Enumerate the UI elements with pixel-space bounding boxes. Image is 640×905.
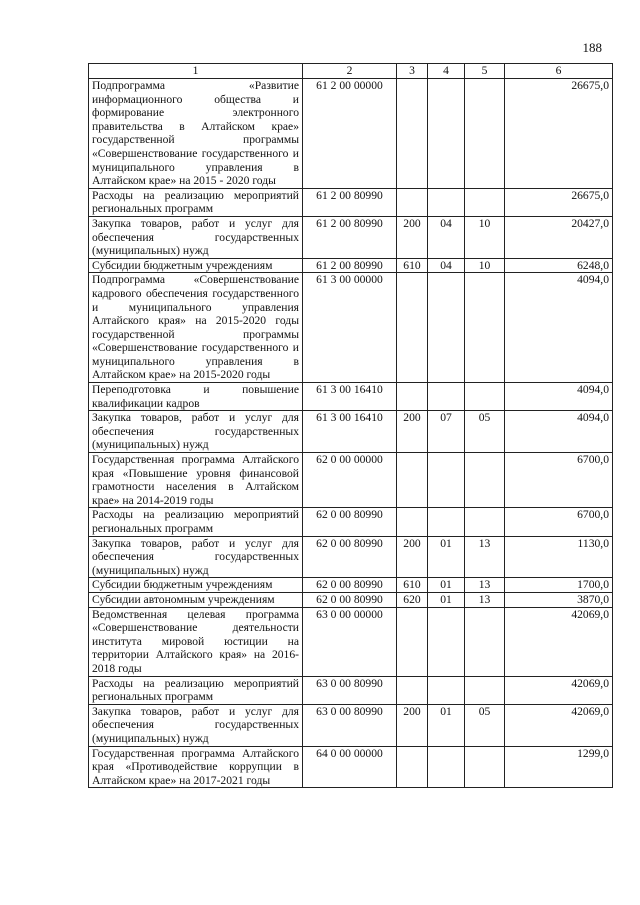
expense-type-code: 610 <box>397 578 428 593</box>
column-header: 1 <box>89 64 303 79</box>
expense-type-code <box>397 676 428 704</box>
classification-code: 61 2 00 80990 <box>303 216 397 258</box>
subsection-code <box>465 188 505 216</box>
classification-code: 64 0 00 00000 <box>303 746 397 788</box>
expense-type-code <box>397 188 428 216</box>
page-number: 188 <box>582 40 602 55</box>
subsection-code: 13 <box>465 578 505 593</box>
subsection-code: 05 <box>465 704 505 746</box>
amount-value: 26675,0 <box>505 79 613 189</box>
subsection-code: 13 <box>465 536 505 578</box>
item-name: Подпрограмма «Развитие информационного общества и формирование электронного правительства в Алтайском крае» государственной программы «Совершенствование государственного и муниципального управления в Алтайском крае» на 2015 - 2020 годы <box>89 79 303 189</box>
item-name: Субсидии автономным учреждениям <box>89 592 303 607</box>
expense-type-code <box>397 79 428 189</box>
item-name: Субсидии бюджетным учреждениям <box>89 578 303 593</box>
item-name: Переподготовка и повышение квалификации кадров <box>89 383 303 411</box>
expense-type-code: 200 <box>397 704 428 746</box>
item-name: Расходы на реализацию мероприятий региональных программ <box>89 508 303 536</box>
item-name: Ведомственная целевая программа «Совершенствование деятельности института мировой юстиции на территории Алтайского края» на 2016-2018 годы <box>89 607 303 676</box>
section-code <box>428 607 465 676</box>
classification-code: 63 0 00 00000 <box>303 607 397 676</box>
section-code <box>428 383 465 411</box>
amount-value: 6700,0 <box>505 508 613 536</box>
item-name: Государственная программа Алтайского края «Повышение уровня финансовой грамотности населения в Алтайском крае» на 2014-2019 годы <box>89 453 303 508</box>
expense-type-code: 200 <box>397 216 428 258</box>
table-row <box>89 578 613 593</box>
section-code <box>428 453 465 508</box>
amount-value: 42069,0 <box>505 607 613 676</box>
item-name: Субсидии бюджетным учреждениям <box>89 258 303 273</box>
table-row <box>89 592 613 607</box>
amount-value: 1130,0 <box>505 536 613 578</box>
item-name: Расходы на реализацию мероприятий региональных программ <box>89 188 303 216</box>
amount-value: 26675,0 <box>505 188 613 216</box>
table-row <box>89 704 613 746</box>
subsection-code <box>465 453 505 508</box>
subsection-code: 10 <box>465 258 505 273</box>
table-row <box>89 536 613 578</box>
section-code <box>428 188 465 216</box>
subsection-code <box>465 746 505 788</box>
table-row <box>89 383 613 411</box>
section-code: 04 <box>428 216 465 258</box>
section-code: 01 <box>428 704 465 746</box>
amount-value: 4094,0 <box>505 383 613 411</box>
amount-value: 42069,0 <box>505 704 613 746</box>
header-row <box>89 64 613 79</box>
subsection-code <box>465 383 505 411</box>
classification-code: 61 3 00 00000 <box>303 273 397 383</box>
section-code <box>428 273 465 383</box>
amount-value: 1299,0 <box>505 746 613 788</box>
expense-type-code <box>397 273 428 383</box>
column-header: 3 <box>397 64 428 79</box>
section-code <box>428 508 465 536</box>
classification-code: 62 0 00 80990 <box>303 536 397 578</box>
expense-type-code <box>397 746 428 788</box>
subsection-code: 13 <box>465 592 505 607</box>
subsection-code: 10 <box>465 216 505 258</box>
table-row <box>89 508 613 536</box>
amount-value: 4094,0 <box>505 411 613 453</box>
classification-code: 62 0 00 80990 <box>303 592 397 607</box>
section-code <box>428 746 465 788</box>
expense-type-code <box>397 453 428 508</box>
expense-type-code: 610 <box>397 258 428 273</box>
subsection-code <box>465 508 505 536</box>
section-code <box>428 79 465 189</box>
table-row <box>89 216 613 258</box>
table-body <box>89 79 613 788</box>
classification-code: 61 2 00 00000 <box>303 79 397 189</box>
amount-value: 42069,0 <box>505 676 613 704</box>
item-name: Закупка товаров, работ и услуг для обеспечения государственных (муниципальных) нужд <box>89 411 303 453</box>
expense-type-code: 200 <box>397 536 428 578</box>
classification-code: 61 2 00 80990 <box>303 188 397 216</box>
table-row <box>89 676 613 704</box>
classification-code: 62 0 00 80990 <box>303 578 397 593</box>
classification-code: 63 0 00 80990 <box>303 704 397 746</box>
section-code: 01 <box>428 536 465 578</box>
subsection-code <box>465 273 505 383</box>
table-row <box>89 411 613 453</box>
classification-code: 61 3 00 16410 <box>303 383 397 411</box>
table-row <box>89 273 613 383</box>
subsection-code: 05 <box>465 411 505 453</box>
classification-code: 61 3 00 16410 <box>303 411 397 453</box>
amount-value: 1700,0 <box>505 578 613 593</box>
classification-code: 61 2 00 80990 <box>303 258 397 273</box>
item-name: Расходы на реализацию мероприятий региональных программ <box>89 676 303 704</box>
amount-value: 3870,0 <box>505 592 613 607</box>
amount-value: 6700,0 <box>505 453 613 508</box>
amount-value: 6248,0 <box>505 258 613 273</box>
classification-code: 62 0 00 80990 <box>303 508 397 536</box>
section-code: 07 <box>428 411 465 453</box>
column-header: 5 <box>465 64 505 79</box>
table-row <box>89 188 613 216</box>
classification-code: 62 0 00 00000 <box>303 453 397 508</box>
subsection-code <box>465 676 505 704</box>
table-row <box>89 453 613 508</box>
item-name: Закупка товаров, работ и услуг для обеспечения государственных (муниципальных) нужд <box>89 536 303 578</box>
expense-type-code <box>397 508 428 536</box>
item-name: Подпрограмма «Совершенствование кадрового обеспечения государственного и муниципального управления Алтайского края» на 2015-2020 годы государственной программы «Совершенствование государственного и муниципального управления в Алтайском крае» на 2015-2020 годы <box>89 273 303 383</box>
table-row <box>89 258 613 273</box>
amount-value: 4094,0 <box>505 273 613 383</box>
section-code: 01 <box>428 592 465 607</box>
column-header: 2 <box>303 64 397 79</box>
section-code <box>428 676 465 704</box>
classification-code: 63 0 00 80990 <box>303 676 397 704</box>
item-name: Закупка товаров, работ и услуг для обеспечения государственных (муниципальных) нужд <box>89 704 303 746</box>
item-name: Закупка товаров, работ и услуг для обеспечения государственных (муниципальных) нужд <box>89 216 303 258</box>
expense-type-code: 200 <box>397 411 428 453</box>
column-header: 4 <box>428 64 465 79</box>
budget-table <box>88 63 613 788</box>
section-code: 04 <box>428 258 465 273</box>
item-name: Государственная программа Алтайского края «Противодействие коррупции в Алтайском крае» на 2017-2021 годы <box>89 746 303 788</box>
subsection-code <box>465 607 505 676</box>
table-row <box>89 607 613 676</box>
expense-type-code <box>397 383 428 411</box>
amount-value: 20427,0 <box>505 216 613 258</box>
section-code: 01 <box>428 578 465 593</box>
subsection-code <box>465 79 505 189</box>
expense-type-code: 620 <box>397 592 428 607</box>
column-header: 6 <box>505 64 613 79</box>
expense-type-code <box>397 607 428 676</box>
table-row <box>89 79 613 189</box>
table-row <box>89 746 613 788</box>
